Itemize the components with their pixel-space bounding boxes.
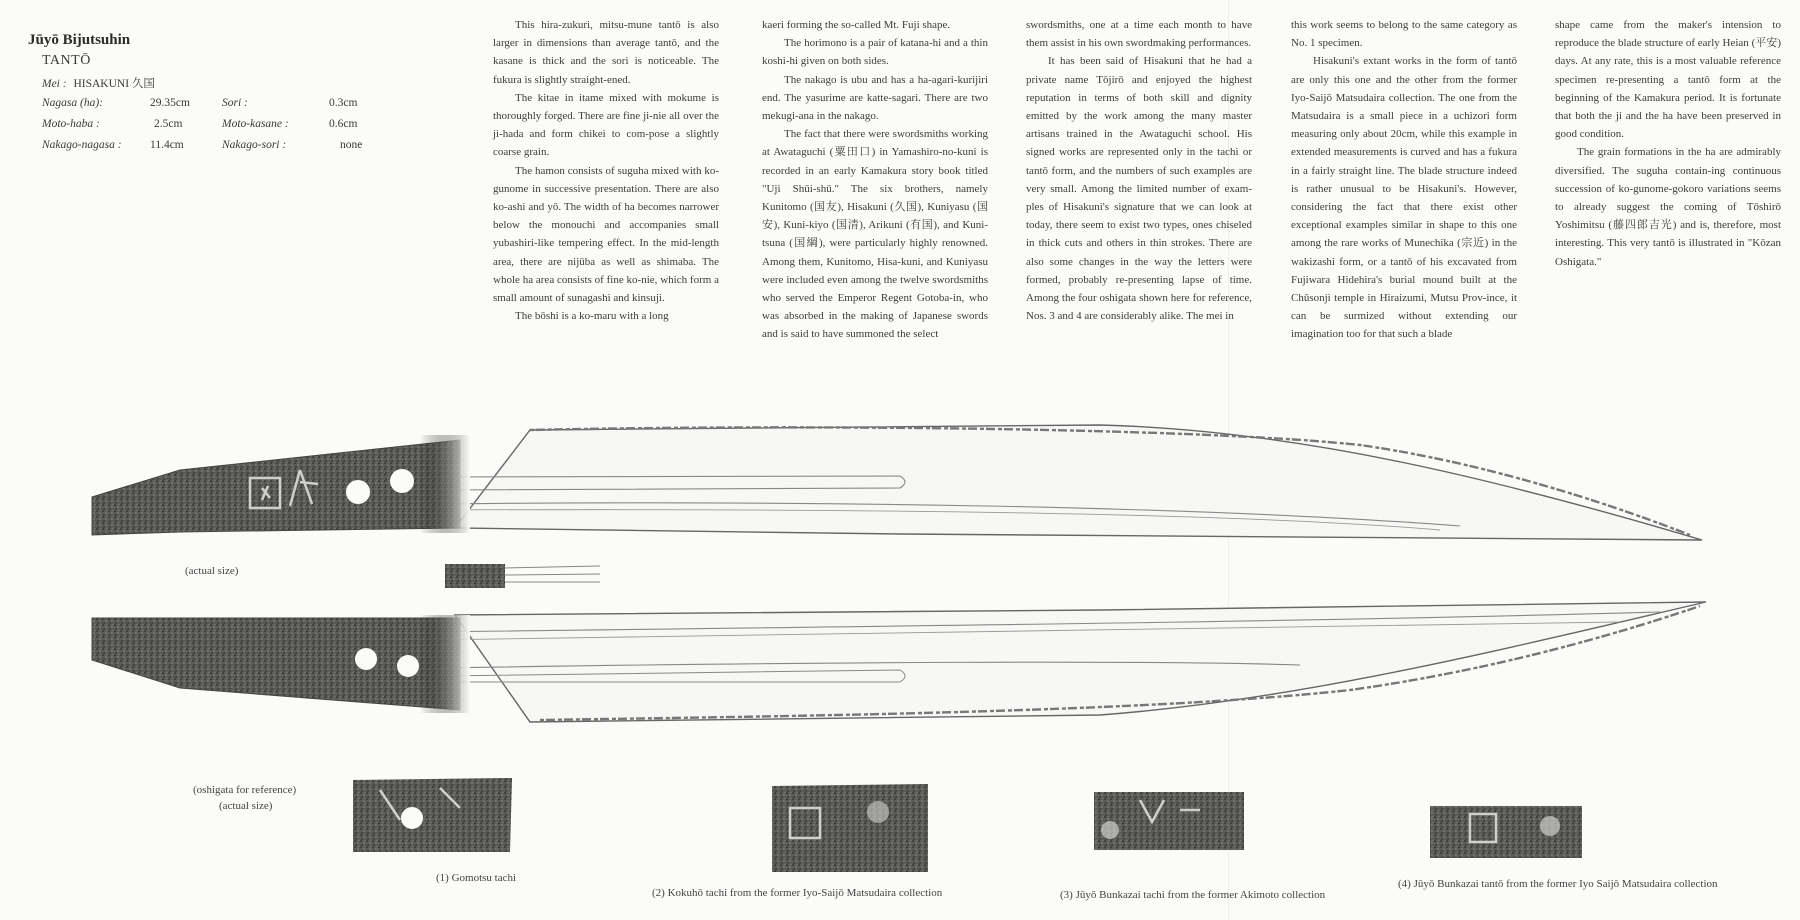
reference-caption-4: (4) Jūyō Bunkazai tantō from the former Iyo Saijō Matsudaira collection (1398, 878, 1718, 890)
paragraph: The grain formations in the ha are admirably diversified. The suguha contain-ing continuous succession of ko-gunome-gokoro variations seems to already suggest the coming of Tōshirō Yoshimitsu (藤四郎吉光) and is, therefore, most interesting. This very tantō is illustrated in "Kōzan Oshigata." (1555, 146, 1781, 268)
spec-label: Nagasa (ha): (42, 97, 104, 109)
paragraph: shape came from the maker's intension to reproduce the blade structure of early Heian (平安) days. At any rate, this is a most valuable reference specimen re-presenting a tantō form at the beginning of the Kamakura period. It is fortunate that both the ji and the ha have been preserved in good condition. (1555, 19, 1781, 141)
tang-rubbing-2-icon (772, 784, 928, 872)
paragraph: The bōshi is a ko-maru with a long (515, 310, 669, 323)
paragraph: The fact that there were swordsmiths working at Awataguchi (粟田口) in Yamashiro-no-kuni is recorded in an early Kamakura story book titled "Uji Shūi-shū." The six brothers, namely Kunitomo (国友), Hisakuni (久国), Kuniyasu (国安), Kuni-kiyo (国清), Arikuni (有国), and Kuni-tsuna (国綱), were particularly highly renowned. Among them, Kunitomo, Hisa-kuni, and Kuniyasu were included even among the twelve swordsmiths who served the Emperor Regent Gotoba-in, who was absorbed in the making of Japanese swords and is said to have summoned the select (762, 128, 988, 341)
tang-rubbing-1-icon (353, 778, 512, 852)
oshigata-caption: (oshigata for reference) (193, 784, 297, 796)
spec-label: Moto-haba : (42, 118, 100, 130)
paragraph: swordsmiths, one at a time each month to have them assist in his own swordmaking performances. (1026, 19, 1252, 50)
habaki-fragment-icon (445, 562, 600, 588)
spec-value: 0.3cm (329, 97, 358, 109)
paragraph: The horimono is a pair of katana-hi and a thin koshi-hi given on both sides. (762, 37, 988, 68)
paragraph: this work seems to belong to the same category as No. 1 specimen. (1291, 19, 1517, 50)
tang-rubbing-3-icon (1094, 792, 1244, 850)
paragraph: The nakago is ubu and has a ha-agari-kurijiri end. The yasurime are katte-sagari. There are two mekugi-ana in the nakago. (762, 73, 988, 123)
tang-rubbing-4-icon (1430, 806, 1582, 858)
tanto-blade-omote-icon (92, 425, 1702, 540)
actual-size-caption: (actual size) (185, 565, 239, 577)
spec-label: Moto-kasane : (222, 118, 289, 130)
paragraph: It has been said of Hisakuni that he had a private name Tōjirō and enjoyed the highest reputation in terms of both skill and dignity emitted by the work among the many master artisans trained in the Awataguchi school. His signed works are represented only in the tachi or tantō form, and the numbers of such examples are very small. Among the limited number of exam-ples of Hisakuni's signature that we can look at today, there seem to exist two types, ones chiseled in thick cuts and others in thin strokes. There are also some changes in the way the letters were formed, probably re-presenting lapse of time. Among the four oshigata shown here for reference, Nos. 3 and 4 are considerably alike. The mei in (1026, 55, 1252, 323)
spec-value: 0.6cm (329, 118, 358, 130)
mei-label: Mei : (42, 78, 67, 90)
paragraph: This hira-zukuri, mitsu-mune tantō is also larger in dimensions than average tantō, and the kasane is thick and the sori is noticeable. The fukura is slightly straight-ened. (493, 19, 719, 86)
spec-value: 29.35cm (150, 97, 190, 109)
reference-caption-2: (2) Kokuhō tachi from the former Iyo-Saijō Matsudaira collection (652, 887, 943, 899)
reference-caption-1: (1) Gomotsu tachi (436, 872, 517, 884)
oshigata-actual-size-caption: (actual size) (219, 800, 273, 812)
spec-label: Sori : (222, 97, 248, 109)
paragraph: The hamon consists of suguha mixed with ko-gunome in successive presentation. There are also ko-ashi and yō. The width of ha becomes narrower below the monouchi and accompanies small yubashiri-like tempering effect. In the mid-length area, there are nijūba as well as shimaba. The whole ha area consists of fine ko-nie, which form a small amount of sunagashi and kinsuji. (493, 164, 719, 305)
page-title: Jūyō Bijutsuhin (28, 32, 131, 48)
paragraph: Hisakuni's extant works in the form of tantō are only this one and the other from the former Iyo-Saijō Matsudaira collection. The one from the Matsudaira is a small piece in a uchizori form measuring only about 20cm, while this example in extended measurements is curved and has a fukura in a fairly straight line. The blade structure indeed is rather unusual to be Hisakuni's. However, considering the fact that there exist other exceptional examples similar in shape to this one among the rare works of Munechika (宗近) in the wakizashi form, or a tantō of his excavated from Fujiwara Hidehira's burial mound built at the Chūsonji temple in Hiraizumi, Mutsu Prov-ince, it can be surmized without extending our imagination too for that such a blade (1291, 55, 1517, 341)
tanto-blade-ura-icon (92, 602, 1706, 722)
paragraph: kaeri forming the so-called Mt. Fuji shape. (762, 19, 951, 31)
mei-value: HISAKUNI 久国 (73, 78, 155, 90)
sword-type: TANTŌ (42, 53, 91, 68)
reference-caption-3: (3) Jūyō Bunkazai tachi from the former Akimoto collection (1060, 889, 1326, 901)
spec-value: none (340, 139, 363, 151)
spec-label: Nakago-nagasa : (42, 139, 122, 151)
spec-value: 11.4cm (150, 139, 184, 151)
spec-label: Nakago-sori : (222, 139, 287, 151)
paragraph: The kitae in itame mixed with mokume is thoroughly forged. There are fine ji-nie all over the ji-hada and form chikei to com-pose a slightly coarse grain. (493, 91, 719, 159)
spec-value: 2.5cm (154, 118, 183, 130)
